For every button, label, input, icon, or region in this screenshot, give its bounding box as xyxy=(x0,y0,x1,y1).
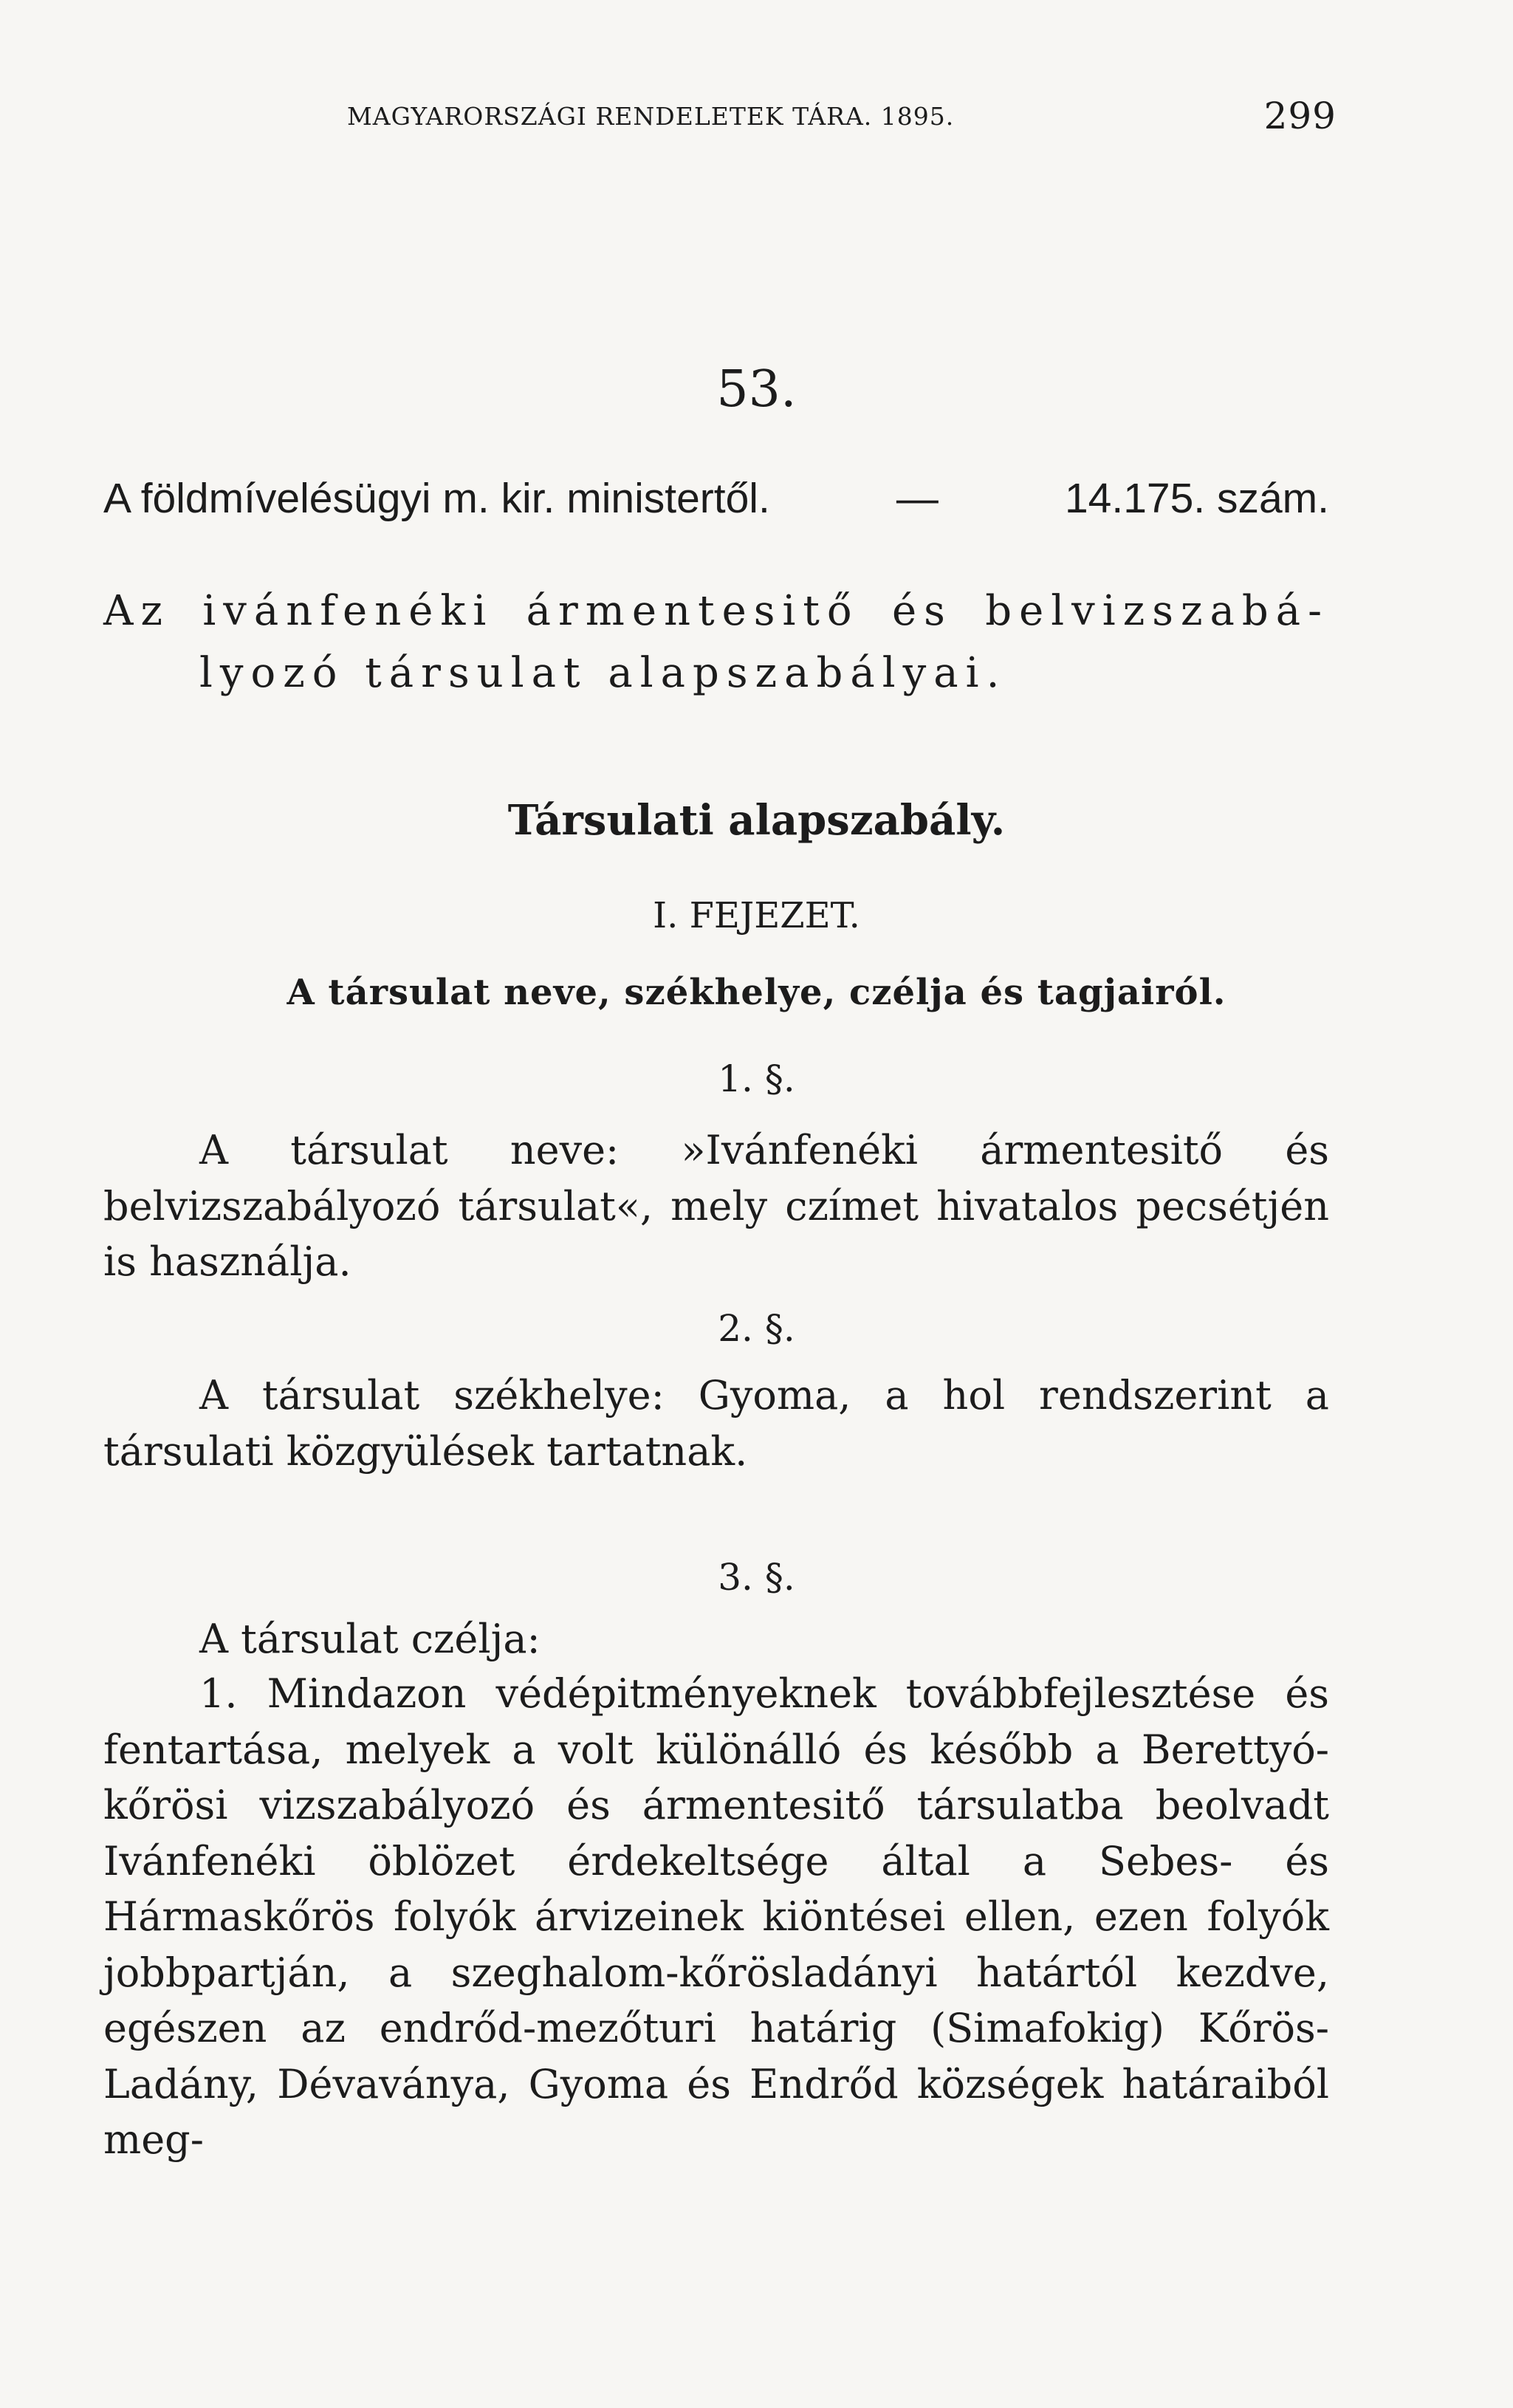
section-heading-3: 3. §. xyxy=(718,1556,795,1599)
subject-line-1: Az ivánfenéki ármentesitő és belvizszabá- xyxy=(103,587,1329,635)
section-text-1: A társulat neve: »Ivánfenéki ármentesitő és belvizszabályozó társulat«, mely czímet hivatalos pecsétjén is használja. xyxy=(103,1127,1329,1285)
chapter-title: A társulat neve, székhelye, czélja és tagjairól. xyxy=(287,972,1226,1013)
issuer-line xyxy=(103,474,1329,523)
issuer-dash: — xyxy=(896,475,939,522)
section-text-2: A társulat székhelye: Gyoma, a hol rendszerint a társulati közgyülések tartatnak. xyxy=(103,1372,1329,1475)
section-heading-2: 2. §. xyxy=(718,1307,795,1350)
section-intro-3 xyxy=(103,1611,1329,1667)
page-number: 299 xyxy=(1263,95,1337,137)
issuing-authority: A földmívelésügyi m. kir. ministertől. xyxy=(103,475,770,522)
reference-number: 14.175. szám. xyxy=(1064,475,1329,522)
section-text-3: 1. Mindazon védépitményeknek továbbfejlesztése és fentartása, melyek a volt különálló és később a Berettyó-kőrösi vizszabályozó és ármentesitő társulatba beolvadt Ivánfenéki öblözet érdekeltsége által a Sebes- és Hármaskőrös folyók árvizeinek kiöntései ellen, ezen folyók jobbpartján, a szeghalom-kőrösladányi határtól kezdve, egészen az endrőd-mezőturi határig (Simafokig) Kőrös-Ladány, Dévaványa, Gyoma és Endrőd községek határaiból meg- xyxy=(103,1670,1329,2163)
document-number: 53. xyxy=(716,360,797,419)
running-header xyxy=(347,95,1337,146)
running-title: MAGYARORSZÁGI RENDELETEK TÁRA. 1895. xyxy=(347,102,955,131)
document-subject xyxy=(103,580,1329,704)
chapter-label: I. FEJEZET. xyxy=(653,895,860,936)
statute-title: Társulati alapszabály. xyxy=(507,796,1006,845)
subject-line-2: lyozó társulat alapszabályai. xyxy=(199,649,1007,697)
section-heading-1: 1. §. xyxy=(718,1057,795,1100)
section-intro-3-text: A társulat czélja: xyxy=(199,1616,541,1662)
